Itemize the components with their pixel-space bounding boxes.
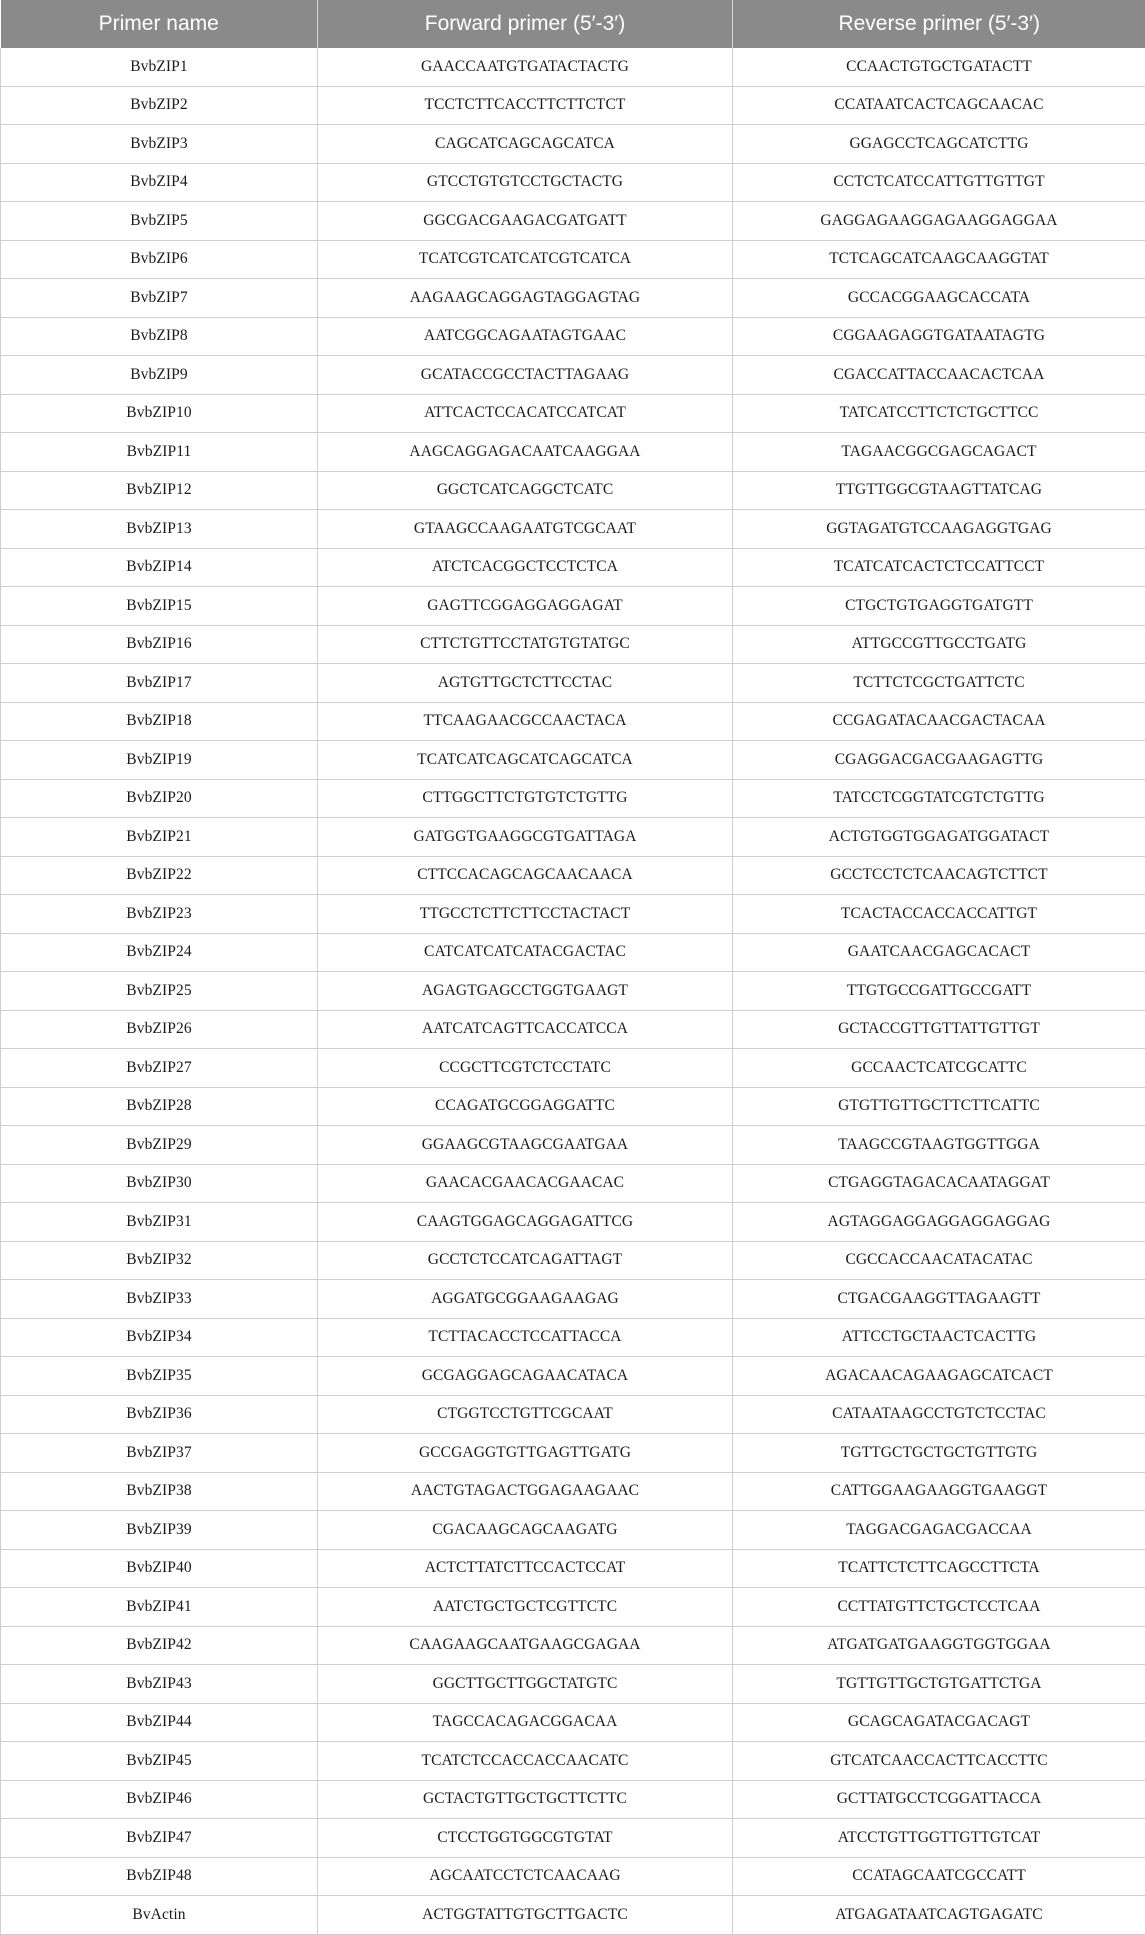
forward-primer-cell: GTCCTGTGTCCTGCTACTG (318, 163, 733, 202)
primer-name-cell: BvbZIP3 (1, 125, 318, 164)
table-row (1, 1049, 1145, 1088)
reverse-primer-cell: CCTTATGTTCTGCTCCTCAA (733, 1588, 1145, 1627)
reverse-primer-cell: CTGAGGTAGACACAATAGGAT (733, 1164, 1145, 1203)
primer-name-cell: BvbZIP1 (1, 48, 318, 86)
reverse-primer-cell: TATCCTCGGTATCGTCTGTTG (733, 779, 1145, 818)
header-forward-primer: Forward primer (5′-3′) (318, 0, 733, 48)
reverse-primer-cell: ATTCCTGCTAACTCACTTG (733, 1318, 1145, 1357)
forward-primer-cell: TTCAAGAACGCCAACTACA (318, 702, 733, 741)
reverse-primer-cell: TCACTACCACCACCATTGT (733, 895, 1145, 934)
primer-name-cell: BvbZIP24 (1, 933, 318, 972)
table-row (1, 279, 1145, 318)
reverse-primer-cell: TCATCATCACTCTCCATTCCT (733, 548, 1145, 587)
table-row (1, 1511, 1145, 1550)
table-row (1, 1896, 1145, 1935)
reverse-primer-cell: ATTGCCGTTGCCTGATG (733, 625, 1145, 664)
table-row (1, 317, 1145, 356)
forward-primer-cell: CAGCATCAGCAGCATCA (318, 125, 733, 164)
forward-primer-cell: CTCCTGGTGGCGTGTAT (318, 1819, 733, 1858)
forward-primer-cell: TCTTACACCTCCATTACCA (318, 1318, 733, 1357)
reverse-primer-cell: TCTTCTCGCTGATTCTC (733, 664, 1145, 703)
table-row (1, 1742, 1145, 1781)
forward-primer-cell: GAACCAATGTGATACTACTG (318, 48, 733, 86)
primer-name-cell: BvbZIP4 (1, 163, 318, 202)
table-body (1, 48, 1145, 1934)
reverse-primer-cell: GAATCAACGAGCACACT (733, 933, 1145, 972)
table-row (1, 895, 1145, 934)
table-row (1, 356, 1145, 395)
reverse-primer-cell: CCATAATCACTCAGCAACAC (733, 86, 1145, 125)
table-row (1, 1703, 1145, 1742)
table-row (1, 125, 1145, 164)
table-row (1, 510, 1145, 549)
table-row (1, 972, 1145, 1011)
primer-name-cell: BvbZIP48 (1, 1857, 318, 1896)
forward-primer-cell: CTTCTGTTCCTATGTGTATGC (318, 625, 733, 664)
forward-primer-cell: CTTGGCTTCTGTGTCTGTTG (318, 779, 733, 818)
table-row (1, 587, 1145, 626)
primer-name-cell: BvbZIP47 (1, 1819, 318, 1858)
reverse-primer-cell: TAGAACGGCGAGCAGACT (733, 433, 1145, 472)
reverse-primer-cell: GTGTTGTTGCTTCTTCATTC (733, 1087, 1145, 1126)
table-row (1, 1357, 1145, 1396)
reverse-primer-cell: GTCATCAACCACTTCACCTTC (733, 1742, 1145, 1781)
primer-name-cell: BvbZIP20 (1, 779, 318, 818)
reverse-primer-cell: CGACCATTACCAACACTCAA (733, 356, 1145, 395)
reverse-primer-cell: CCAACTGTGCTGATACTT (733, 48, 1145, 86)
table-row (1, 1203, 1145, 1242)
reverse-primer-cell: CCTCTCATCCATTGTTGTTGT (733, 163, 1145, 202)
table-row (1, 1318, 1145, 1357)
forward-primer-cell: GGCGACGAAGACGATGATT (318, 202, 733, 241)
reverse-primer-cell: CGAGGACGACGAAGAGTTG (733, 741, 1145, 780)
primer-name-cell: BvbZIP2 (1, 86, 318, 125)
primer-name-cell: BvbZIP30 (1, 1164, 318, 1203)
reverse-primer-cell: TGTTGCTGCTGCTGTTGTG (733, 1434, 1145, 1473)
forward-primer-cell: GAACACGAACACGAACAC (318, 1164, 733, 1203)
table-row (1, 1857, 1145, 1896)
table-row (1, 1395, 1145, 1434)
reverse-primer-cell: CGGAAGAGGTGATAATAGTG (733, 317, 1145, 356)
forward-primer-cell: AATCATCAGTTCACCATCCA (318, 1010, 733, 1049)
header-row (1, 0, 1145, 48)
primer-name-cell: BvbZIP40 (1, 1549, 318, 1588)
reverse-primer-cell: TAGGACGAGACGACCAA (733, 1511, 1145, 1550)
forward-primer-cell: GTAAGCCAAGAATGTCGCAAT (318, 510, 733, 549)
primer-name-cell: BvbZIP15 (1, 587, 318, 626)
forward-primer-cell: TCATCGTCATCATCGTCATCA (318, 240, 733, 279)
primer-name-cell: BvbZIP37 (1, 1434, 318, 1473)
forward-primer-cell: GCCTCTCCATCAGATTAGT (318, 1241, 733, 1280)
table-row (1, 1549, 1145, 1588)
primer-name-cell: BvbZIP6 (1, 240, 318, 279)
forward-primer-cell: AGAGTGAGCCTGGTGAAGT (318, 972, 733, 1011)
table-row (1, 1010, 1145, 1049)
primer-name-cell: BvbZIP27 (1, 1049, 318, 1088)
primer-name-cell: BvbZIP28 (1, 1087, 318, 1126)
table-row (1, 433, 1145, 472)
forward-primer-cell: AGCAATCCTCTCAACAAG (318, 1857, 733, 1896)
reverse-primer-cell: CGCCACCAACATACATAC (733, 1241, 1145, 1280)
forward-primer-cell: TAGCCACAGACGGACAA (318, 1703, 733, 1742)
reverse-primer-cell: GCTTATGCCTCGGATTACCA (733, 1780, 1145, 1819)
forward-primer-cell: CCAGATGCGGAGGATTC (318, 1087, 733, 1126)
table-row (1, 625, 1145, 664)
forward-primer-cell: GGAAGCGTAAGCGAATGAA (318, 1126, 733, 1165)
primer-name-cell: BvbZIP18 (1, 702, 318, 741)
table-header (1, 0, 1145, 48)
reverse-primer-cell: CCATAGCAATCGCCATT (733, 1857, 1145, 1896)
forward-primer-cell: AAGAAGCAGGAGTAGGAGTAG (318, 279, 733, 318)
reverse-primer-cell: TGTTGTTGCTGTGATTCTGA (733, 1665, 1145, 1704)
reverse-primer-cell: GCCAACTCATCGCATTC (733, 1049, 1145, 1088)
forward-primer-cell: GGCTCATCAGGCTCATC (318, 471, 733, 510)
table-row (1, 1434, 1145, 1473)
primer-name-cell: BvbZIP14 (1, 548, 318, 587)
reverse-primer-cell: GCCTCCTCTCAACAGTCTTCT (733, 856, 1145, 895)
forward-primer-cell: GCTACTGTTGCTGCTTCTTC (318, 1780, 733, 1819)
forward-primer-cell: CTTCCACAGCAGCAACAACA (318, 856, 733, 895)
table-row (1, 471, 1145, 510)
reverse-primer-cell: CATTGGAAGAAGGTGAAGGT (733, 1472, 1145, 1511)
forward-primer-cell: GATGGTGAAGGCGTGATTAGA (318, 818, 733, 857)
table-row (1, 1626, 1145, 1665)
reverse-primer-cell: GAGGAGAAGGAGAAGGAGGAA (733, 202, 1145, 241)
reverse-primer-cell: CCGAGATACAACGACTACAA (733, 702, 1145, 741)
forward-primer-cell: AACTGTAGACTGGAGAAGAAC (318, 1472, 733, 1511)
table-row (1, 202, 1145, 241)
forward-primer-cell: AGGATGCGGAAGAAGAG (318, 1280, 733, 1319)
table-row (1, 818, 1145, 857)
reverse-primer-cell: ATGAGATAATCAGTGAGATC (733, 1896, 1145, 1935)
primer-name-cell: BvbZIP43 (1, 1665, 318, 1704)
primer-name-cell: BvbZIP5 (1, 202, 318, 241)
forward-primer-cell: GCCGAGGTGTTGAGTTGATG (318, 1434, 733, 1473)
forward-primer-cell: CGACAAGCAGCAAGATG (318, 1511, 733, 1550)
table-row (1, 1472, 1145, 1511)
table-row (1, 394, 1145, 433)
table-row (1, 1588, 1145, 1627)
forward-primer-cell: ATTCACTCCACATCCATCAT (318, 394, 733, 433)
primer-name-cell: BvbZIP38 (1, 1472, 318, 1511)
primer-name-cell: BvActin (1, 1896, 318, 1935)
reverse-primer-cell: AGTAGGAGGAGGAGGAGGAG (733, 1203, 1145, 1242)
forward-primer-cell: AATCGGCAGAATAGTGAAC (318, 317, 733, 356)
primer-name-cell: BvbZIP19 (1, 741, 318, 780)
table-row (1, 548, 1145, 587)
table-row (1, 1665, 1145, 1704)
primer-name-cell: BvbZIP45 (1, 1742, 318, 1781)
reverse-primer-cell: TCATTCTCTTCAGCCTTCTA (733, 1549, 1145, 1588)
forward-primer-cell: GAGTTCGGAGGAGGAGAT (318, 587, 733, 626)
table-row (1, 1241, 1145, 1280)
table-row (1, 1280, 1145, 1319)
table-row (1, 664, 1145, 703)
table-row (1, 779, 1145, 818)
primer-name-cell: BvbZIP9 (1, 356, 318, 395)
forward-primer-cell: TCCTCTTCACCTTCTTCTCT (318, 86, 733, 125)
primer-name-cell: BvbZIP42 (1, 1626, 318, 1665)
forward-primer-cell: CATCATCATCATACGACTAC (318, 933, 733, 972)
table-row (1, 933, 1145, 972)
reverse-primer-cell: CTGACGAAGGTTAGAAGTT (733, 1280, 1145, 1319)
primer-name-cell: BvbZIP32 (1, 1241, 318, 1280)
table-row (1, 1780, 1145, 1819)
table-row (1, 702, 1145, 741)
primer-name-cell: BvbZIP25 (1, 972, 318, 1011)
forward-primer-cell: AAGCAGGAGACAATCAAGGAA (318, 433, 733, 472)
reverse-primer-cell: ACTGTGGTGGAGATGGATACT (733, 818, 1145, 857)
primer-name-cell: BvbZIP10 (1, 394, 318, 433)
reverse-primer-cell: GCTACCGTTGTTATTGTTGT (733, 1010, 1145, 1049)
primer-name-cell: BvbZIP33 (1, 1280, 318, 1319)
table-row (1, 741, 1145, 780)
forward-primer-cell: AATCTGCTGCTCGTTCTC (318, 1588, 733, 1627)
primer-name-cell: BvbZIP35 (1, 1357, 318, 1396)
reverse-primer-cell: TATCATCCTTCTCTGCTTCC (733, 394, 1145, 433)
primer-name-cell: BvbZIP26 (1, 1010, 318, 1049)
reverse-primer-cell: TTGTGCCGATTGCCGATT (733, 972, 1145, 1011)
forward-primer-cell: CCGCTTCGTCTCCTATC (318, 1049, 733, 1088)
forward-primer-cell: GGCTTGCTTGGCTATGTC (318, 1665, 733, 1704)
table-row (1, 86, 1145, 125)
primer-name-cell: BvbZIP29 (1, 1126, 318, 1165)
reverse-primer-cell: ATCCTGTTGGTTGTTGTCAT (733, 1819, 1145, 1858)
forward-primer-cell: CAAGTGGAGCAGGAGATTCG (318, 1203, 733, 1242)
primer-name-cell: BvbZIP21 (1, 818, 318, 857)
table-row (1, 1087, 1145, 1126)
reverse-primer-cell: GGAGCCTCAGCATCTTG (733, 125, 1145, 164)
primer-name-cell: BvbZIP46 (1, 1780, 318, 1819)
forward-primer-cell: TCATCATCAGCATCAGCATCA (318, 741, 733, 780)
reverse-primer-cell: GCAGCAGATACGACAGT (733, 1703, 1145, 1742)
reverse-primer-cell: TAAGCCGTAAGTGGTTGGA (733, 1126, 1145, 1165)
primer-name-cell: BvbZIP7 (1, 279, 318, 318)
table-row (1, 48, 1145, 86)
forward-primer-cell: ATCTCACGGCTCCTCTCA (318, 548, 733, 587)
reverse-primer-cell: GGTAGATGTCCAAGAGGTGAG (733, 510, 1145, 549)
primer-name-cell: BvbZIP41 (1, 1588, 318, 1627)
table-row (1, 1126, 1145, 1165)
primer-name-cell: BvbZIP23 (1, 895, 318, 934)
primer-name-cell: BvbZIP16 (1, 625, 318, 664)
forward-primer-cell: ACTGGTATTGTGCTTGACTC (318, 1896, 733, 1935)
reverse-primer-cell: AGACAACAGAAGAGCATCACT (733, 1357, 1145, 1396)
forward-primer-cell: TCATCTCCACCACCAACATC (318, 1742, 733, 1781)
primer-name-cell: BvbZIP12 (1, 471, 318, 510)
table-row (1, 1164, 1145, 1203)
table-row (1, 856, 1145, 895)
reverse-primer-cell: CATAATAAGCCTGTCTCCTAC (733, 1395, 1145, 1434)
primer-name-cell: BvbZIP39 (1, 1511, 318, 1550)
header-reverse-primer: Reverse primer (5′-3′) (733, 0, 1145, 48)
forward-primer-cell: CTGGTCCTGTTCGCAAT (318, 1395, 733, 1434)
primer-name-cell: BvbZIP17 (1, 664, 318, 703)
primer-name-cell: BvbZIP8 (1, 317, 318, 356)
primer-name-cell: BvbZIP36 (1, 1395, 318, 1434)
reverse-primer-cell: ATGATGATGAAGGTGGTGGAA (733, 1626, 1145, 1665)
table-row (1, 163, 1145, 202)
primer-name-cell: BvbZIP13 (1, 510, 318, 549)
forward-primer-cell: CAAGAAGCAATGAAGCGAGAA (318, 1626, 733, 1665)
table-row (1, 1819, 1145, 1858)
forward-primer-cell: AGTGTTGCTCTTCCTAC (318, 664, 733, 703)
primer-name-cell: BvbZIP44 (1, 1703, 318, 1742)
forward-primer-cell: ACTCTTATCTTCCACTCCAT (318, 1549, 733, 1588)
forward-primer-cell: TTGCCTCTTCTTCCTACTACT (318, 895, 733, 934)
header-primer-name: Primer name (1, 0, 318, 48)
primer-name-cell: BvbZIP34 (1, 1318, 318, 1357)
table-row (1, 240, 1145, 279)
forward-primer-cell: GCGAGGAGCAGAACATACA (318, 1357, 733, 1396)
reverse-primer-cell: GCCACGGAAGCACCATA (733, 279, 1145, 318)
reverse-primer-cell: CTGCTGTGAGGTGATGTT (733, 587, 1145, 626)
reverse-primer-cell: TTGTTGGCGTAAGTTATCAG (733, 471, 1145, 510)
primer-name-cell: BvbZIP22 (1, 856, 318, 895)
forward-primer-cell: GCATACCGCCTACTTAGAAG (318, 356, 733, 395)
reverse-primer-cell: TCTCAGCATCAAGCAAGGTAT (733, 240, 1145, 279)
primer-name-cell: BvbZIP31 (1, 1203, 318, 1242)
primer-name-cell: BvbZIP11 (1, 433, 318, 472)
